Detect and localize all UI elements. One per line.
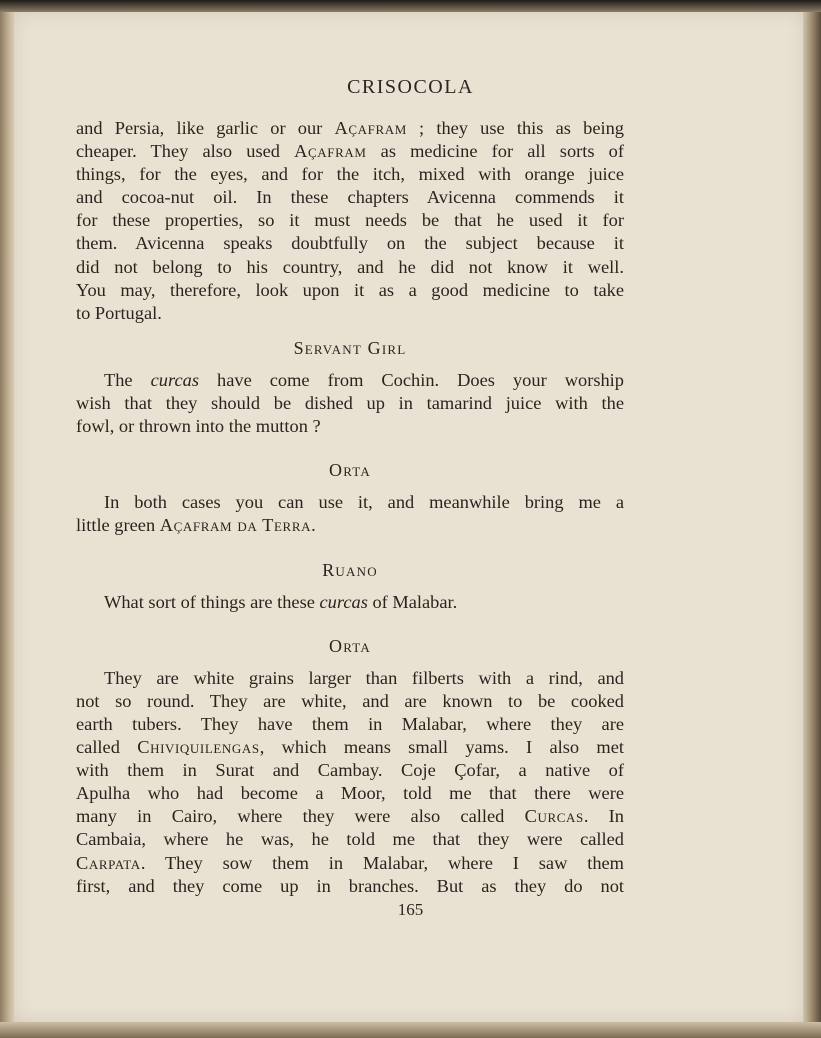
small-caps-term: Curcas bbox=[524, 806, 584, 827]
text-line bbox=[76, 759, 624, 782]
text-run: and Persia, like garlic or our bbox=[76, 118, 335, 138]
page-body-text bbox=[76, 117, 624, 898]
text-run: ; they use this as being bbox=[406, 118, 624, 138]
text-run: wish that they should be dished up in tamarind juice with the bbox=[76, 393, 624, 414]
text-line bbox=[76, 279, 624, 302]
text-run: . They sow them in Malabar, where I saw them bbox=[140, 852, 624, 873]
text-run: fowl, or thrown into the mutton ? bbox=[76, 416, 321, 437]
text-line bbox=[76, 186, 624, 209]
italic-term: curcas bbox=[150, 369, 199, 390]
text-line bbox=[76, 140, 624, 163]
text-run: They are white grains larger than filberts with a rind, and bbox=[104, 667, 624, 688]
text-run: many in Cairo, where they were also called bbox=[76, 806, 525, 827]
text-line bbox=[76, 209, 624, 232]
text-run: have come from Cochin. Does your worship bbox=[198, 369, 624, 390]
text-run: did not belong to his country, and he did not know it well. bbox=[76, 256, 624, 277]
text-run: them. Avicenna speaks doubtfully on the subject because it bbox=[76, 233, 624, 254]
text-line bbox=[76, 805, 624, 828]
text-run: What sort of things are these bbox=[104, 591, 320, 612]
page-edge-top bbox=[0, 0, 821, 12]
text-run: called bbox=[76, 737, 138, 758]
text-line bbox=[76, 713, 624, 736]
text-run: In both cases you can use it, and meanwhile bring me a bbox=[104, 492, 624, 513]
page-edge-right bbox=[803, 0, 821, 1038]
small-caps-term: Açafram bbox=[334, 118, 407, 138]
text-line bbox=[76, 828, 624, 851]
text-line bbox=[76, 491, 624, 514]
text-run: little green bbox=[76, 515, 160, 536]
text-run: with them in Surat and Cambay. Coje Çofar, a native of bbox=[76, 760, 624, 781]
text-run: , which means small yams. I also met bbox=[259, 737, 624, 758]
text-run: . bbox=[311, 515, 316, 536]
page-number: 165 bbox=[397, 900, 424, 919]
text-run: and cocoa-nut oil. In these chapters Avicenna commends it bbox=[76, 187, 624, 208]
small-caps-term: Açafram bbox=[294, 141, 367, 162]
book-spine-shadow bbox=[0, 0, 14, 1038]
text-line bbox=[76, 415, 624, 438]
text-run: The bbox=[104, 369, 151, 390]
text-line bbox=[76, 256, 624, 279]
text-line bbox=[76, 163, 624, 186]
text-run: not so round. They are white, and are known to be cooked bbox=[76, 690, 624, 711]
small-caps-term: Carpata bbox=[76, 852, 141, 873]
text-run: You may, therefore, look upon it as a good medicine to take bbox=[76, 279, 624, 300]
text-line bbox=[76, 232, 624, 255]
text-line bbox=[76, 591, 624, 614]
text-line bbox=[76, 514, 624, 537]
small-caps-term: Açafram da Terra bbox=[159, 515, 312, 536]
text-line bbox=[76, 736, 624, 759]
text-run: of Malabar. bbox=[367, 591, 458, 612]
text-line bbox=[76, 392, 624, 415]
text-run: Cambaia, where he was, he told me that they were called bbox=[76, 829, 624, 850]
speaker-heading: Ruano bbox=[322, 559, 378, 580]
text-run: cheaper. They also used bbox=[76, 141, 295, 162]
text-run: Apulha who had become a Moor, told me that there were bbox=[76, 783, 624, 804]
text-run: things, for the eyes, and for the itch, mixed with orange juice bbox=[76, 164, 624, 185]
text-line bbox=[76, 782, 624, 805]
text-line bbox=[76, 117, 624, 140]
text-line bbox=[76, 369, 624, 392]
text-line bbox=[76, 667, 624, 690]
small-caps-term: Chiviquilengas bbox=[137, 737, 260, 758]
text-line bbox=[76, 690, 624, 713]
page-edge-bottom bbox=[0, 1022, 821, 1038]
text-line bbox=[76, 852, 624, 875]
text-run: to Portugal. bbox=[76, 302, 162, 323]
text-line bbox=[76, 875, 624, 898]
italic-term: curcas bbox=[319, 591, 368, 612]
running-head: CRISOCOLA bbox=[347, 76, 474, 98]
speaker-heading: Orta bbox=[329, 635, 371, 656]
text-run: for these properties, so it must needs be that he used it for bbox=[76, 210, 624, 231]
text-run: earth tubers. They have them in Malabar, where they are bbox=[76, 713, 624, 734]
text-run: as medicine for all sorts of bbox=[366, 141, 624, 162]
text-run: . In bbox=[583, 806, 624, 827]
text-run: first, and they come up in branches. But as they do not bbox=[76, 875, 624, 896]
text-line bbox=[76, 302, 624, 325]
speaker-heading: Orta bbox=[329, 460, 371, 481]
speaker-heading: Servant Girl bbox=[293, 337, 407, 358]
